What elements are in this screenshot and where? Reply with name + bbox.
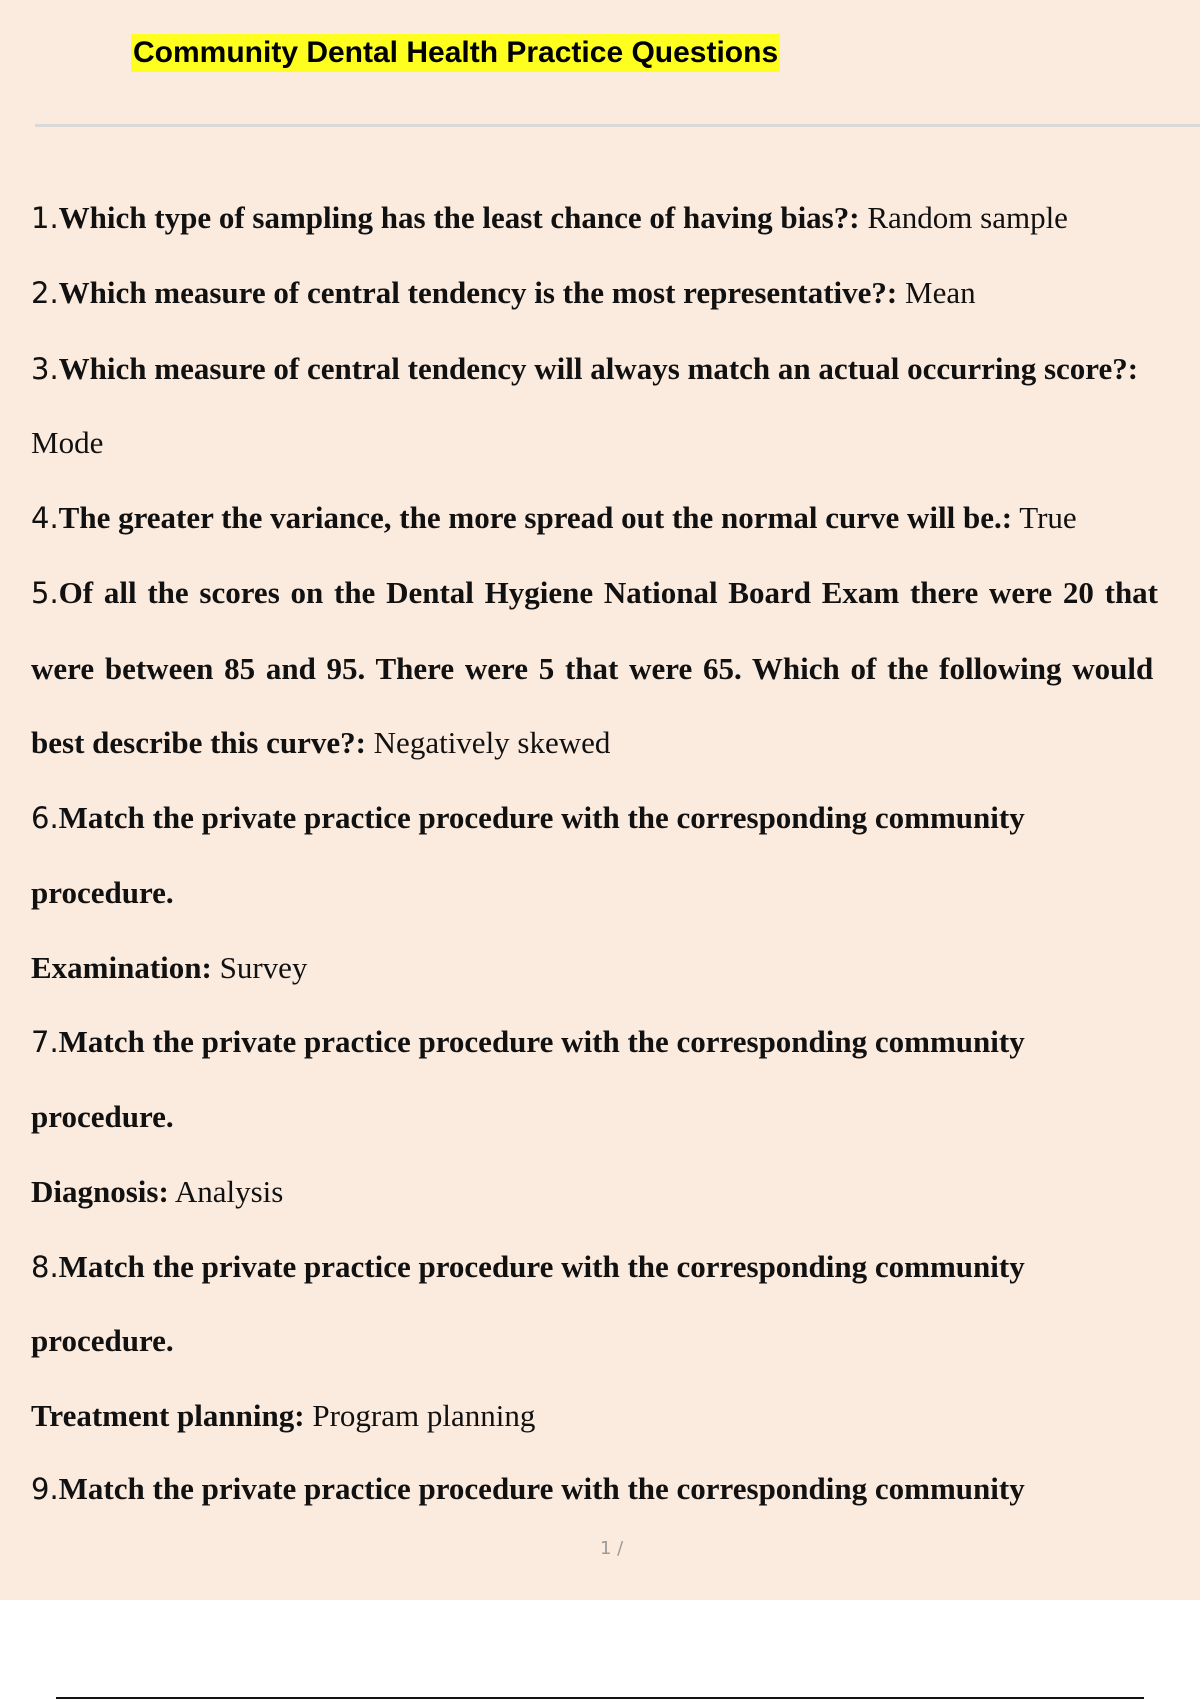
question-number: 7. [31, 1025, 59, 1059]
footer-rule [56, 1697, 1144, 1699]
answer-text: Survey [211, 950, 308, 985]
question-7-continued [31, 1097, 174, 1137]
question-5-end [31, 723, 610, 763]
question-4 [31, 498, 1077, 538]
question-5 [31, 573, 1158, 613]
question-text: Match the private practice procedure with the corresponding community [58, 1249, 1025, 1284]
term-text: Treatment planning: [31, 1398, 305, 1433]
question-1 [31, 198, 1068, 238]
answer-text: Analysis [168, 1174, 284, 1209]
question-text: Match the private practice procedure with the corresponding community [58, 1471, 1025, 1506]
answer-text: Mode [31, 425, 104, 460]
question-text: were between 85 and 95. There were 5 that were 65. Which of the following would [31, 651, 1154, 686]
answer-7 [31, 1172, 283, 1212]
answer-text: Mean [897, 275, 976, 310]
question-number: 3. [31, 352, 59, 386]
answer-text: Random sample [859, 200, 1068, 235]
question-2 [31, 273, 976, 313]
question-text: procedure. [31, 1323, 174, 1358]
term-text: Diagnosis: [31, 1174, 169, 1209]
answer-text: Program planning [304, 1398, 536, 1433]
question-text: Of all the scores on the Dental Hygiene National Board Exam there were 20 that [58, 575, 1159, 610]
question-3 [31, 349, 1138, 389]
question-7 [31, 1022, 1025, 1062]
page-number: 1 / [600, 1538, 624, 1559]
question-number: 2. [31, 276, 59, 310]
question-number: 4. [31, 501, 59, 535]
answer-8 [31, 1396, 535, 1436]
question-6-continued [31, 873, 174, 913]
question-text: The greater the variance, the more spread out the normal curve will be.: [58, 500, 1013, 535]
question-number: 5. [31, 576, 59, 610]
answer-3 [31, 423, 103, 463]
header-divider [35, 124, 1200, 127]
question-text: Match the private practice procedure with the corresponding community [58, 800, 1025, 835]
question-5-continued [31, 649, 1153, 689]
question-text: procedure. [31, 1099, 174, 1134]
question-8 [31, 1247, 1025, 1287]
question-text: Which type of sampling has the least chance of having bias?: [58, 200, 860, 235]
question-6 [31, 798, 1025, 838]
document-title: Community Dental Health Practice Questions [131, 34, 780, 72]
question-number: 8. [31, 1250, 59, 1284]
question-text: Match the private practice procedure with the corresponding community [58, 1024, 1025, 1059]
answer-6 [31, 948, 307, 988]
question-number: 9. [31, 1472, 59, 1506]
question-number: 6. [31, 801, 59, 835]
question-9 [31, 1469, 1025, 1509]
question-text: best describe this curve?: [31, 725, 366, 760]
question-text: procedure. [31, 875, 174, 910]
question-text: Which measure of central tendency is the most representative?: [58, 275, 898, 310]
answer-text: Negatively skewed [365, 725, 611, 760]
question-text: Which measure of central tendency will always match an actual occurring score?: [58, 351, 1139, 386]
question-number: 1. [31, 201, 59, 235]
answer-text: True [1012, 500, 1077, 535]
term-text: Examination: [31, 950, 212, 985]
question-8-continued [31, 1321, 174, 1361]
